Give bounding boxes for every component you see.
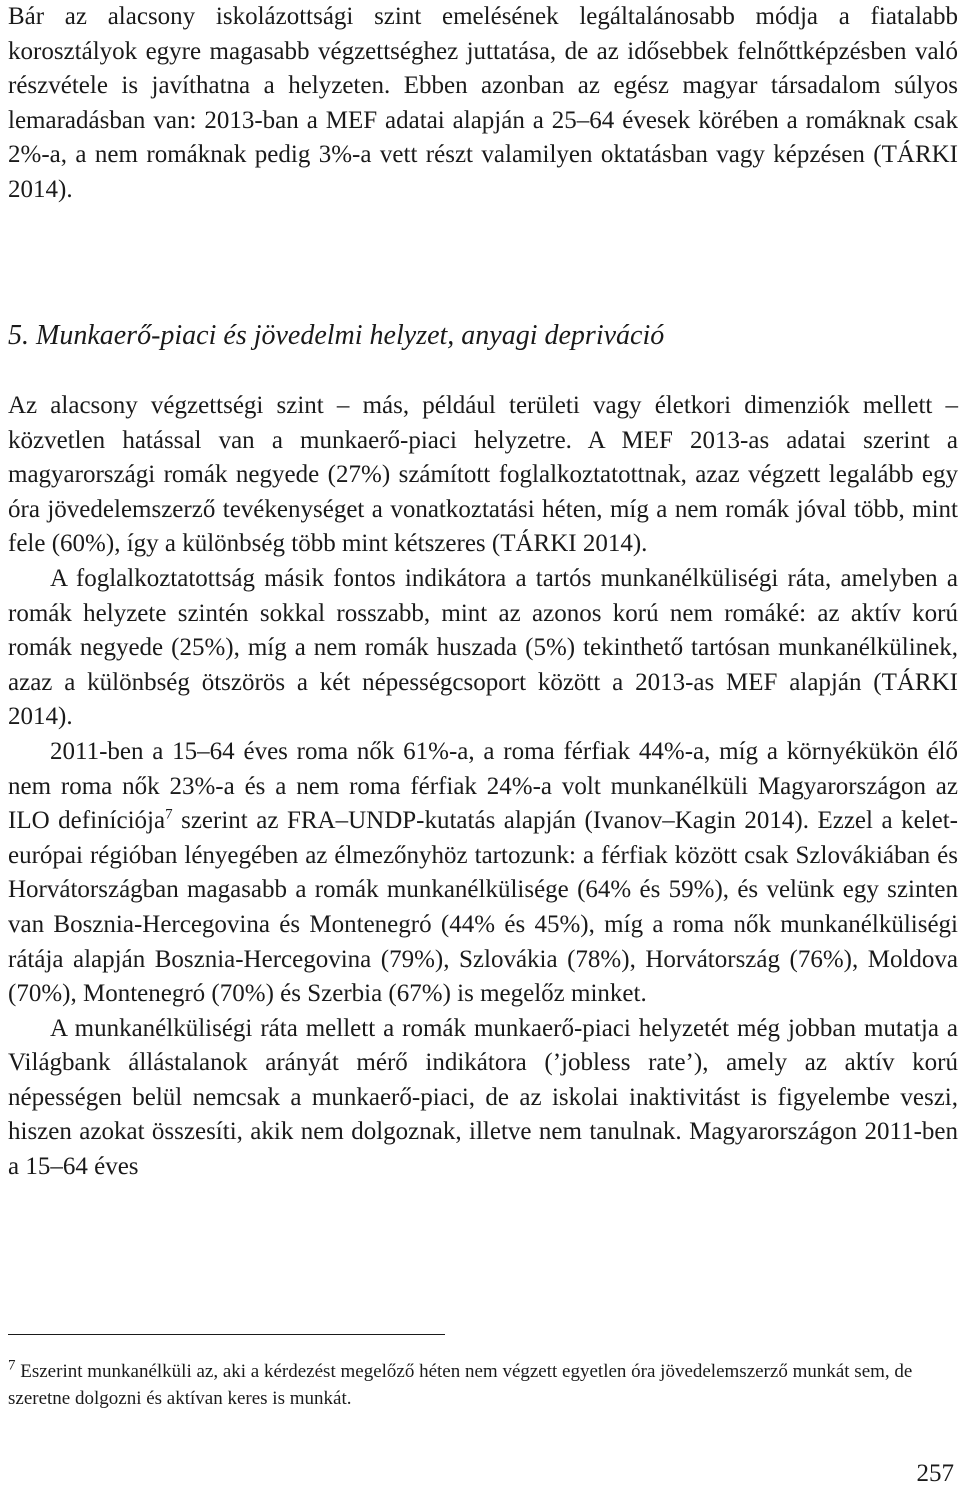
- footnote-number: 7: [8, 1357, 16, 1374]
- page-number: 257: [916, 1460, 954, 1487]
- paragraph-unemployment-2011-part2: szerint az FRA–UNDP-kutatás alapján (Ivanov–Kagin 2014). Ezzel a kelet-európai régióban lényegében az élmezőnyhöz tartozunk: a férfiak között csak Szlovákiában és Horvátországban magasabb a romák munkanélkülisége (64% és 59%), és velünk egy szinten van Bosznia-Hercegovina és Montenegró (44% és 45%), míg a roma nők munkanélküliségi rátája alapján Bosznia-Hercegovina (79%), Szlovákia (78%), Horvátország (76%), Moldova (70%), Montenegró (70%) és Szerbia (67%) is megelőz minket.: [8, 807, 958, 1008]
- footnote-divider: [8, 1334, 445, 1335]
- footnote-reference[interactable]: 7: [165, 806, 173, 823]
- paragraph-intro: Bár az alacsony iskolázottsági szint emelésének legáltalánosabb módja a fiatalabb korosztályok egyre magasabb végzettséghez juttatása, de az idősebbek felnőttképzésben való részvétele is javíthatna a helyzeten. Ebben azonban az egész magyar társadalom súlyos lemaradásban van: 2013-ban a MEF adatai alapján a 25–64 évesek körében a romáknak csak 2%-a, a nem romáknak pedig 3%-a vett részt valamilyen oktatásban vagy képzésen (TÁRKI 2014).: [8, 3, 958, 203]
- paragraph-unemployment-2011-part1: 2011-ben a 15–64 éves roma nők 61%-a, a roma férfiak 44%-a, míg a környékükön élő nem roma nők 23%-a és a nem roma férfiak 24%-a volt munkanélküli Magyarországon az ILO definíciója: [8, 737, 958, 835]
- footnote-text: Eszerint munkanélküli az, aki a kérdezést megelőző héten nem végzett egyetlen óra jövedelemszerző munkát sem, de szeretne dolgozni és aktívan keres is munkát.: [8, 1361, 913, 1409]
- paragraph-unemployment-2011: [8, 735, 958, 1012]
- paragraph-long-term-unemployment: A foglalkoztatottság másik fontos indikátora a tartós munkanélküliségi ráta, amelyben a romák helyzete szintén sokkal rosszabb, mint az azonos korú nem romáké: az aktív korú romák negyede (25%), míg a nem romák huszada (5%) tekinthető tartósan munkanélkülinek, azaz a különbség ötszörös a két népességcsoport között a 2013-as MEF alapján (TÁRKI 2014).: [8, 564, 958, 731]
- paragraph-jobless-rate: A munkanélküliségi ráta mellett a romák munkaerő-piaci helyzetét még jobban mutatja a Világbank állástalanok arányát mérő indikátora (’jobless rate’), amely az aktív korú népességen belül nemcsak a munkaerő-piaci, de az iskolai inaktivitást is figyelembe veszi, hiszen azokat összesíti, akik nem dolgoznak, illetve nem tanulnak. Magyarországon 2011-ben a 15–64 éves: [8, 1014, 958, 1181]
- paragraph-employment: Az alacsony végzettségi szint – más, például területi vagy életkori dimenziók mellett – közvetlen hatással van a munkaerő-piaci helyzetre. A MEF 2013-as adatai szerint a magyarországi romák negyede (27%) számított foglalkoztatottnak, azaz végzett legalább egy óra jövedelemszerző tevékenységet a vonatkoztatási héten, míg a nem romák jóval több, mint fele (60%), így a különbség több mint kétszeres (TÁRKI 2014).: [8, 392, 958, 558]
- section-body: [8, 389, 958, 1185]
- intro-block: [8, 0, 958, 208]
- footnote: [8, 1358, 958, 1412]
- section-heading: 5. Munkaerő-piaci és jövedelmi helyzet, anyagi depriváció: [8, 320, 665, 351]
